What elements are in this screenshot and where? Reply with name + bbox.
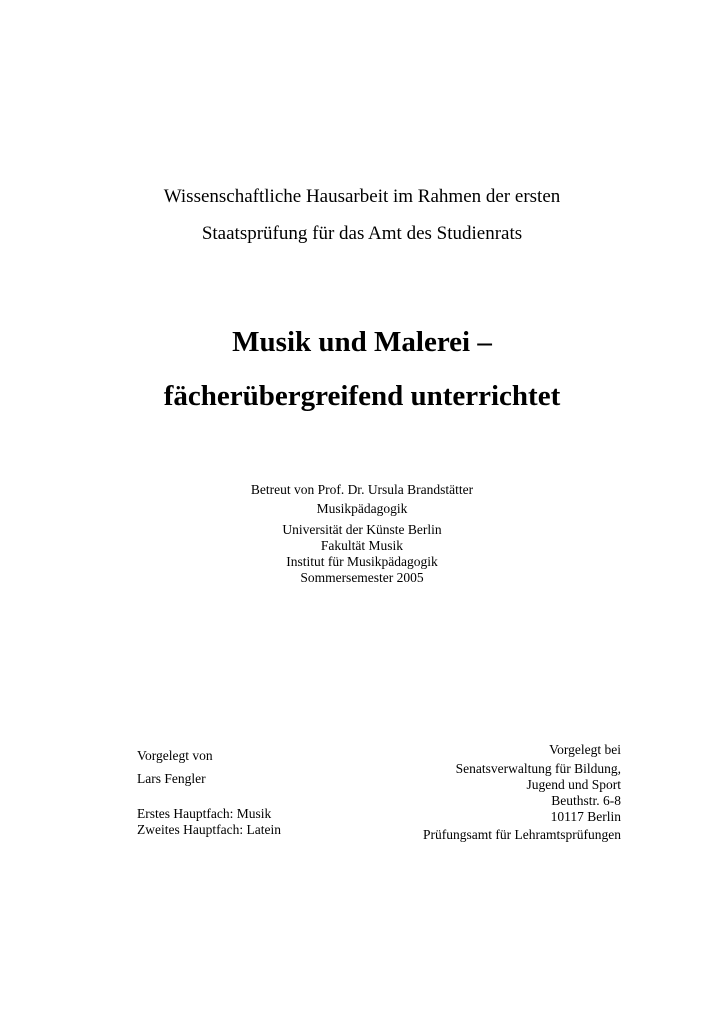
institute-line: Institut für Musikpädagogik (286, 554, 438, 569)
authority-office: Prüfungsamt für Lehramtsprüfungen (423, 827, 621, 842)
intro-line-1: Wissenschaftliche Hausarbeit im Rahmen der ersten (163, 186, 561, 207)
university-line: Universität der Künste Berlin (282, 522, 442, 537)
authority-city: 10117 Berlin (550, 809, 621, 824)
authority-line-2: Jugend und Sport (526, 777, 621, 792)
first-major: Erstes Hauptfach: Musik (137, 806, 272, 821)
faculty-line: Fakultät Musik (320, 538, 404, 553)
submitted-by-label: Vorgelegt von (137, 748, 213, 763)
thesis-title-line-2: fächerübergreifend unterrichtet (163, 380, 561, 412)
authority-line-1: Senatsverwaltung für Bildung, (455, 761, 621, 776)
thesis-title-line-1: Musik und Malerei – (232, 326, 492, 358)
semester-line: Sommersemester 2005 (300, 570, 424, 585)
submitted-to-label: Vorgelegt bei (549, 742, 621, 757)
author-name: Lars Fengler (137, 771, 206, 786)
intro-line-2: Staatsprüfung für das Amt des Studienrats (201, 223, 523, 244)
authority-street: Beuthstr. 6-8 (551, 793, 621, 808)
second-major: Zweites Hauptfach: Latein (137, 822, 281, 837)
advisor-line: Betreut von Prof. Dr. Ursula Brandstätter (250, 482, 474, 497)
subject-line: Musikpädagogik (316, 501, 408, 516)
